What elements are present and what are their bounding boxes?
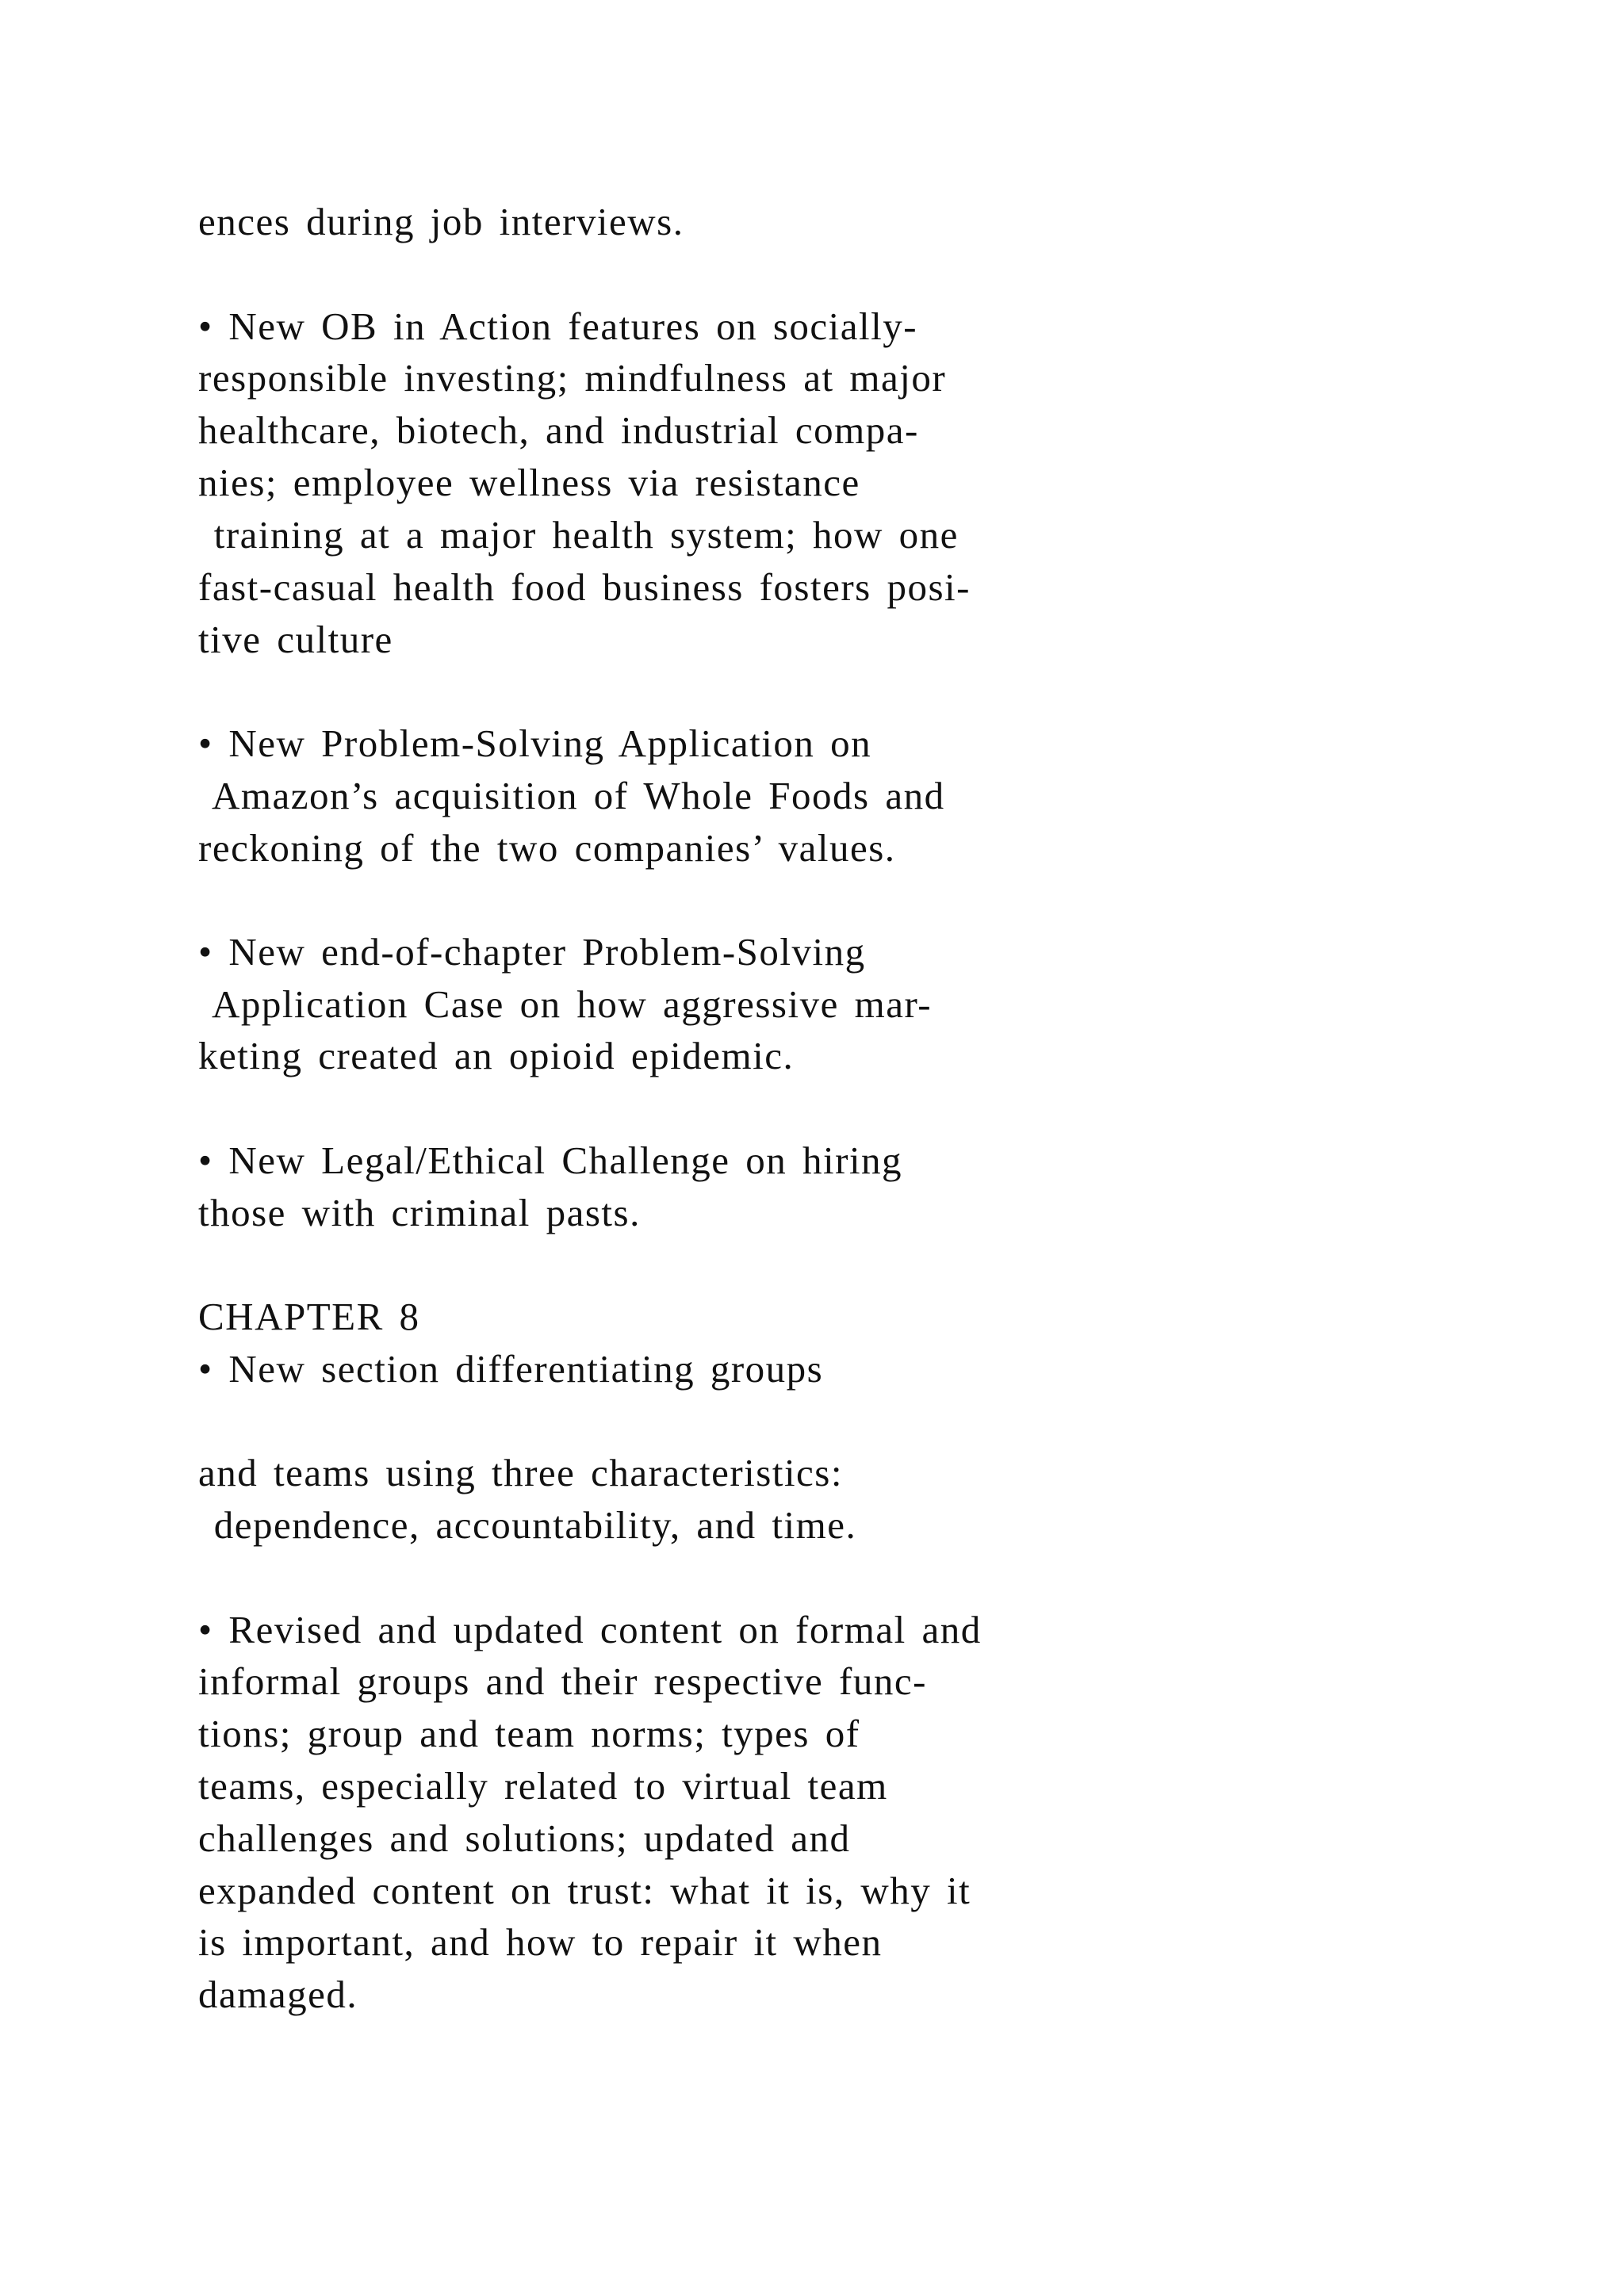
text-line: challenges and solutions; updated and (198, 1816, 851, 1860)
text-line: those with criminal pasts. (198, 1191, 641, 1234)
text-line: training at a major health system; how one (198, 513, 959, 557)
text-line: reckoning of the two companies’ values. (198, 826, 896, 870)
text-line: dependence, accountability, and time. (198, 1503, 857, 1547)
text-line: Amazon’s acquisition of Whole Foods and (198, 774, 945, 817)
text-line: damaged. (198, 1973, 358, 2016)
bullet-line: • New end-of-chapter Problem-Solving (198, 930, 866, 974)
bullet-line: • Revised and updated content on formal and (198, 1608, 982, 1651)
text-line: responsible investing; mindfulness at major (198, 356, 947, 400)
text-line: tive culture (198, 618, 393, 661)
text-line: Application Case on how aggressive mar- (198, 982, 933, 1026)
text-line: nies; employee wellness via resistance (198, 461, 860, 504)
text-line: expanded content on trust: what it is, why it (198, 1869, 971, 1912)
text-line: fast-casual health food business fosters posi- (198, 565, 971, 609)
text-line: informal groups and their respective func- (198, 1659, 927, 1703)
text-line: healthcare, biotech, and industrial compa- (198, 408, 919, 452)
bullet-line: • New section differentiating groups (198, 1347, 824, 1391)
bullet-line: • New OB in Action features on socially- (198, 304, 918, 348)
bullet-line: • New Problem-Solving Application on (198, 721, 872, 765)
text-line: tions; group and team norms; types of (198, 1712, 860, 1755)
chapter-heading: CHAPTER 8 (198, 1295, 420, 1338)
text-line: ences during job interviews. (198, 200, 684, 243)
bullet-line: • New Legal/Ethical Challenge on hiring (198, 1138, 903, 1182)
text-line: is important, and how to repair it when (198, 1920, 883, 1964)
text-line: keting created an opioid epidemic. (198, 1034, 795, 1077)
text-line: and teams using three characteristics: (198, 1451, 843, 1494)
text-line: teams, especially related to virtual team (198, 1764, 888, 1808)
